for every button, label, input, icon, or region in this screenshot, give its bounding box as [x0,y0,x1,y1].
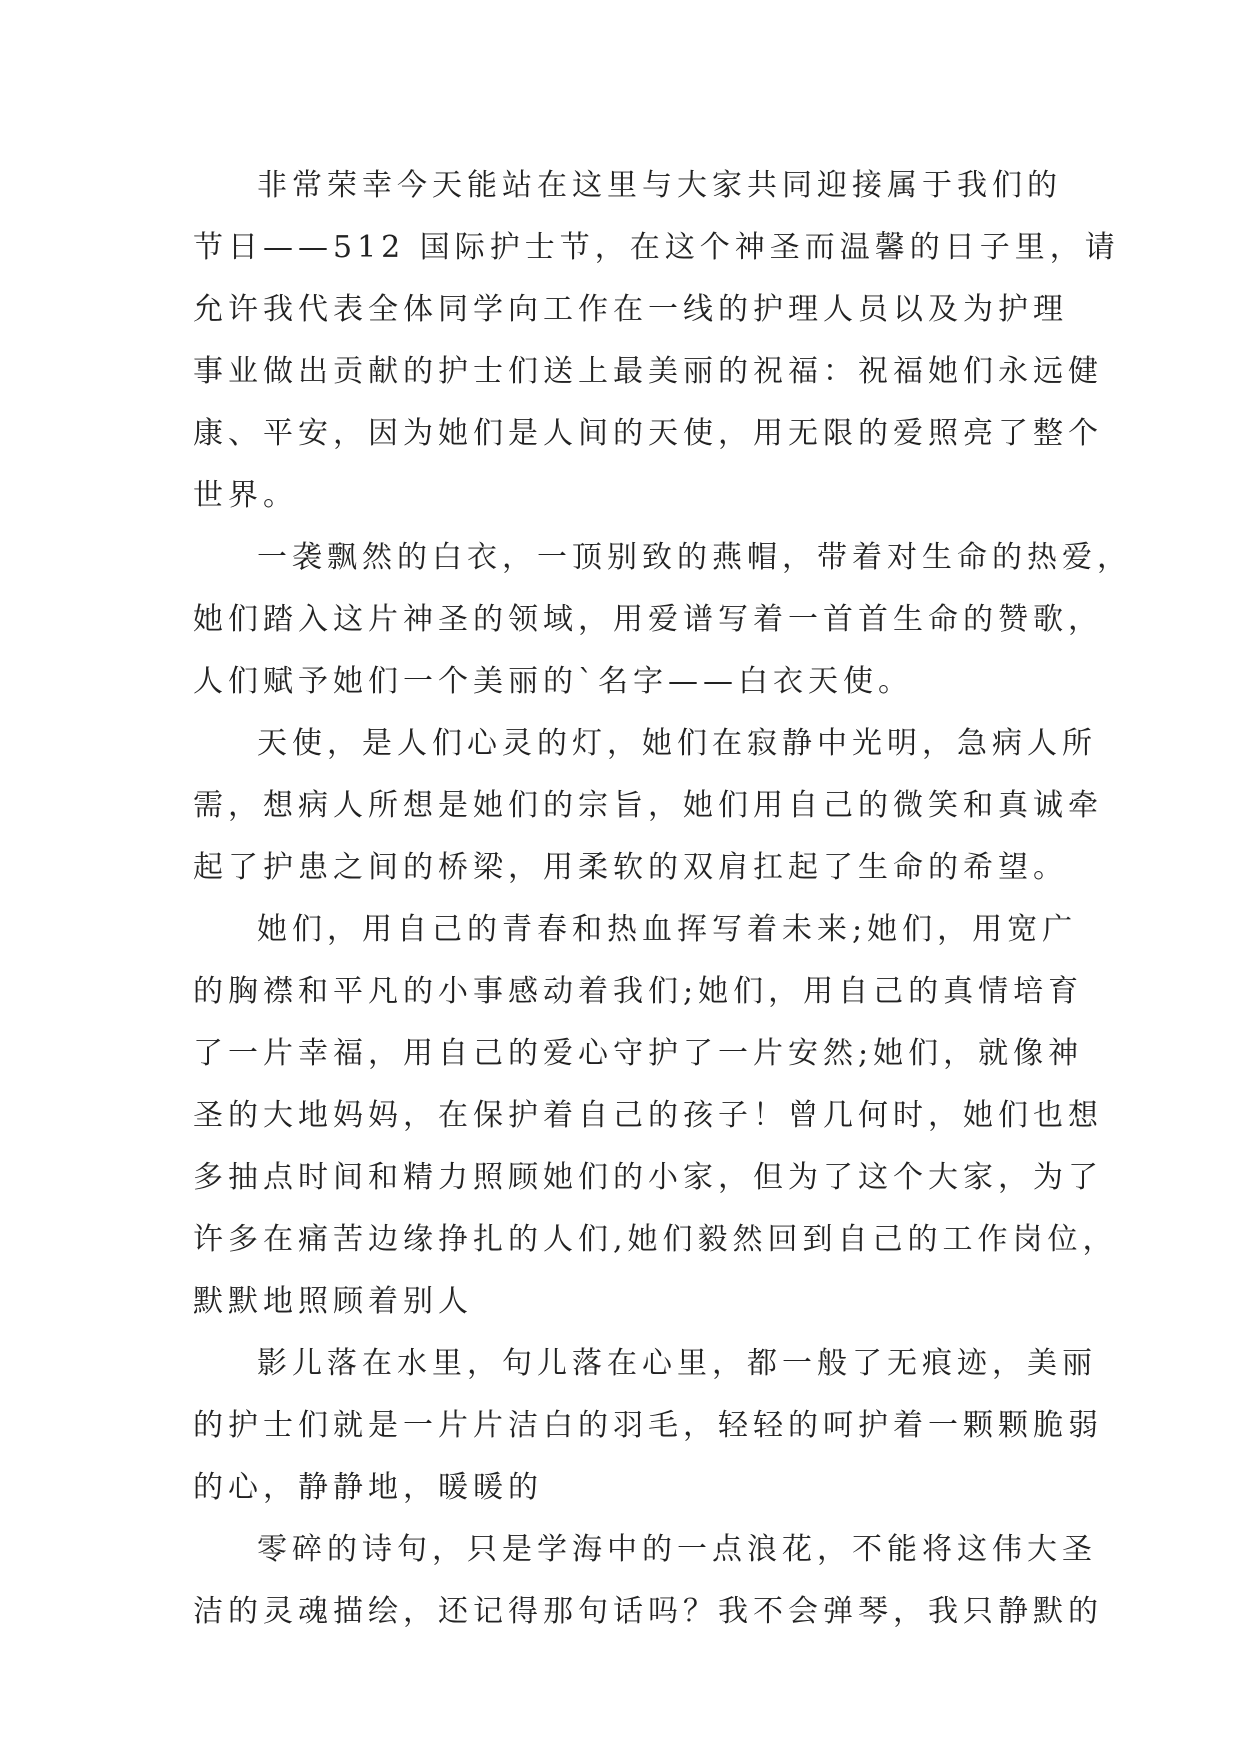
text-line: 默默地照顾着别人 [193,1284,473,1319]
text-line: 零碎的诗句，只是学海中的一点浪花，不能将这伟大圣 [257,1532,1097,1567]
text-line: 事业做出贡献的护士们送上最美丽的祝福：祝福她们永远健 [193,354,1103,389]
paragraph-4 [193,899,1118,1333]
text-line: 影儿落在水里，句儿落在心里，都一般了无痕迹，美丽 [257,1346,1097,1381]
text-line: 的护士们就是一片片洁白的羽毛，轻轻的呵护着一颗颗脆弱 [193,1408,1103,1443]
text-line: 多抽点时间和精力照顾她们的小家，但为了这个大家，为了 [193,1160,1103,1195]
text-line: 天使，是人们心灵的灯，她们在寂静中光明，急病人所 [257,726,1097,761]
document-body [193,155,1132,1643]
text-line: 世界。 [193,478,298,513]
text-line: 了一片幸福，用自己的爱心守护了一片安然;她们，就像神 [193,1036,1084,1071]
paragraph-1 [193,155,1120,527]
text-line: 允许我代表全体同学向工作在一线的护理人员以及为护理 [193,292,1068,327]
text-line: 非常荣幸今天能站在这里与大家共同迎接属于我们的 [257,168,1062,203]
text-line: 圣的大地妈妈，在保护着自己的孩子！曾几何时，她们也想 [193,1098,1103,1133]
text-line: 洁的灵魂描绘，还记得那句话吗？我不会弹琴，我只静默的 [193,1594,1103,1629]
text-line: 节日——512 国际护士节，在这个神圣而温馨的日子里，请 [193,230,1120,265]
text-line: 人们赋予她们一个美丽的`名字——白衣天使。 [193,664,913,699]
paragraph-2 [193,527,1132,713]
text-line: 她们踏入这片神圣的领域，用爱谱写着一首首生命的赞歌， [193,602,1103,637]
text-line: 她们，用自己的青春和热血挥写着未来;她们，用宽广 [257,912,1078,947]
text-line: 许多在痛苦边缘挣扎的人们,她们毅然回到自己的工作岗位， [193,1222,1118,1257]
paragraph-3 [193,713,1103,899]
text-line: 的胸襟和平凡的小事感动着我们;她们，用自己的真情培育 [193,974,1084,1009]
text-line: 的心，静静地，暖暖的 [193,1470,543,1505]
text-line: 起了护患之间的桥梁，用柔软的双肩扛起了生命的希望。 [193,850,1068,885]
paragraph-6 [193,1519,1103,1643]
text-line: 需，想病人所想是她们的宗旨，她们用自己的微笑和真诚牵 [193,788,1103,823]
paragraph-5 [193,1333,1103,1519]
text-line: 一袭飘然的白衣，一顶别致的燕帽，带着对生命的热爱， [257,540,1132,575]
text-line: 康、平安，因为她们是人间的天使，用无限的爱照亮了整个 [193,416,1103,451]
